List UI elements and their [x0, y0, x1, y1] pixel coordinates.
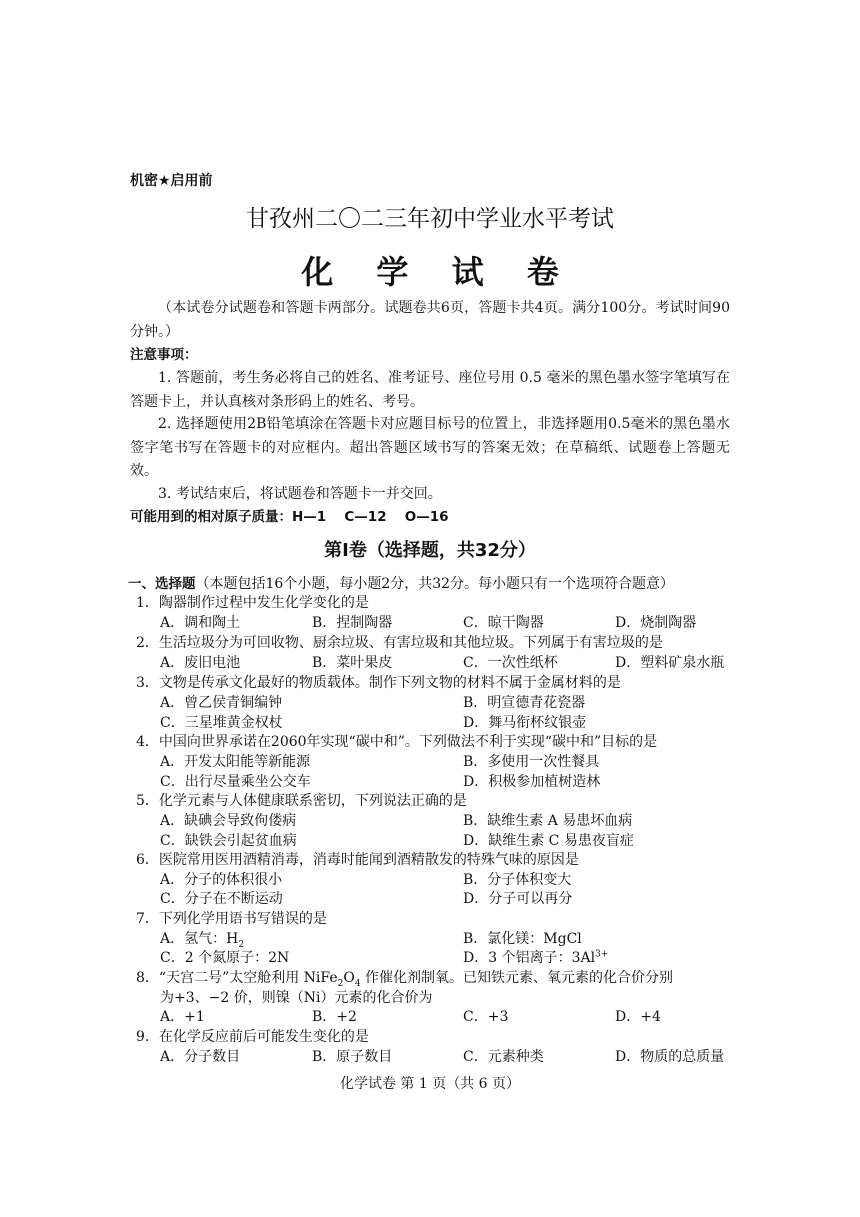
part-desc: （本题包括16个小题，每小题2分，共32分。每小题只有一个选项符合题意）	[195, 576, 675, 592]
q3-option-c: C．三星堆黄金权杖	[160, 715, 283, 731]
q8-option-a: A．+1	[160, 1009, 205, 1025]
q7-option-a-text: A．氢气：H	[160, 931, 239, 947]
notice-heading: 注意事项：	[130, 347, 198, 363]
q4-option-a: A．开发太阳能等新能源	[160, 754, 311, 770]
page-footer: 化学试卷 第 1 页（共 6 页）	[339, 1076, 521, 1092]
q3-option-a: A．曾乙侯青铜编钟	[160, 695, 283, 711]
q4-option-d: D．积极参加植树造林	[463, 774, 601, 790]
question-2: 2．生活垃圾分为可回收物、厨余垃圾、有害垃圾和其他垃圾。下列属于有害垃圾的是	[136, 635, 663, 651]
question-8-line-2: 为+3、−2 价，则镍（Ni）元素的化合价为	[160, 990, 433, 1006]
q1-option-a: A．调和陶土	[160, 615, 241, 631]
intro-text: （本试卷分试题卷和答题卡两部分。试题卷共6页，答题卡共4页。满分100分。考试时间90分钟。）	[130, 300, 730, 340]
q9-option-a: A．分子数目	[160, 1049, 241, 1065]
q7-option-d-text: D．3 个铝离子：3Al	[463, 950, 596, 966]
q7-option-c: C．2 个氮原子：2N	[160, 950, 290, 966]
question-5: 5．化学元素与人体健康联系密切，下列说法正确的是	[136, 793, 467, 809]
q7-option-b: B．氯化镁：MgCl	[463, 931, 582, 947]
part-heading	[128, 572, 674, 593]
question-6: 6．医院常用医用酒精消毒，消毒时能闻到酒精散发的特殊气味的原因是	[136, 852, 579, 868]
q1-option-b: B．捏制陶器	[312, 615, 393, 631]
question-1: 1．陶器制作过程中发生化学变化的是	[136, 595, 369, 611]
q9-option-b: B．原子数目	[312, 1049, 393, 1065]
confidential-label: 机密★启用前	[130, 173, 213, 189]
q7-option-d	[463, 947, 608, 967]
atomic-mass: 可能用到的相对原子质量：H—1 C—12 O—16	[130, 509, 449, 525]
notice-item-1: 1. 答题前，考生务必将自己的姓名、准考证号、座位号用 0.5 毫米的黑色墨水签字笔填写在答题卡上，并认真核对条形码上的姓名、考号。	[130, 370, 730, 410]
q8-option-c: C．+3	[463, 1009, 509, 1025]
q6-option-c: C．分子在不断运动	[160, 891, 283, 907]
q8-stem-o: O	[343, 970, 355, 986]
q8-sub-4: 4	[354, 978, 361, 989]
q4-option-c: C．出行尽量乘坐公交车	[160, 774, 311, 790]
q5-option-d: D．缺维生素 C 易患夜盲症	[463, 833, 634, 849]
part-label: 一、选择题	[128, 576, 196, 592]
question-4: 4．中国向世界承诺在2060年实现“碳中和”。下列做法不利于实现“碳中和”目标的是	[136, 734, 658, 750]
question-8	[136, 967, 673, 989]
notice-item-3: 3. 考试结束后，将试题卷和答题卡一并交回。	[158, 486, 442, 502]
q2-option-d: D．塑料矿泉水瓶	[615, 655, 725, 671]
notice-item-2: 2. 选择题使用2B铅笔填涂在答题卡对应题目标号的位置上，非选择题用0.5毫米的黑色墨水签字笔书写在答题卡的对应框内。超出答题区域书写的答案无效；在草稿纸、试题卷上答题无效。	[130, 416, 730, 479]
q8-stem-rest: 作催化剂制氧。已知铁元素、氧元素的化合价分别	[360, 970, 674, 986]
q3-option-b: B．明宣德青花瓷器	[463, 695, 586, 711]
question-7: 7．下列化学用语书写错误的是	[136, 911, 327, 927]
subject-title: 化 学 试 卷	[301, 253, 575, 291]
q8-stem-part: 8．“天宫二号”太空舱利用 NiFe	[136, 970, 338, 986]
q6-option-a: A．分子的体积很小	[160, 872, 283, 888]
exam-title: 甘孜州二〇二三年初中学业水平考试	[246, 206, 614, 232]
q8-sub-2: 2	[337, 978, 344, 989]
q5-option-b: B．缺维生素 A 易患坏血病	[463, 813, 633, 829]
q5-option-c: C．缺铁会引起贫血病	[160, 833, 297, 849]
q1-option-d: D．烧制陶器	[615, 615, 697, 631]
q7-al-superscript: 3+	[595, 949, 609, 960]
q1-option-c: C．晾干陶器	[463, 615, 544, 631]
q8-option-d: D．+4	[615, 1009, 661, 1025]
question-9: 9．在化学反应前后可能发生变化的是	[136, 1029, 369, 1045]
q6-option-d: D．分子可以再分	[463, 891, 573, 907]
section-title: 第Ⅰ卷（选择题，共32分）	[324, 540, 536, 561]
question-3: 3．文物是传承文化最好的物质载体。制作下列文物的材料不属于金属材料的是	[136, 675, 621, 691]
q4-option-b: B．多使用一次性餐具	[463, 754, 600, 770]
q9-option-d: D．物质的总质量	[615, 1049, 725, 1065]
q7-h2-subscript: 2	[238, 939, 245, 950]
q2-option-c: C．一次性纸杯	[463, 655, 558, 671]
q6-option-b: B．分子体积变大	[463, 872, 572, 888]
q2-option-b: B．菜叶果皮	[312, 655, 393, 671]
q5-option-a: A．缺碘会导致佝偻病	[160, 813, 297, 829]
q3-option-d: D．舞马衔杯纹银壶	[463, 715, 587, 731]
q8-option-b: B．+2	[312, 1009, 357, 1025]
q9-option-c: C．元素种类	[463, 1049, 544, 1065]
q2-option-a: A．废旧电池	[160, 655, 241, 671]
